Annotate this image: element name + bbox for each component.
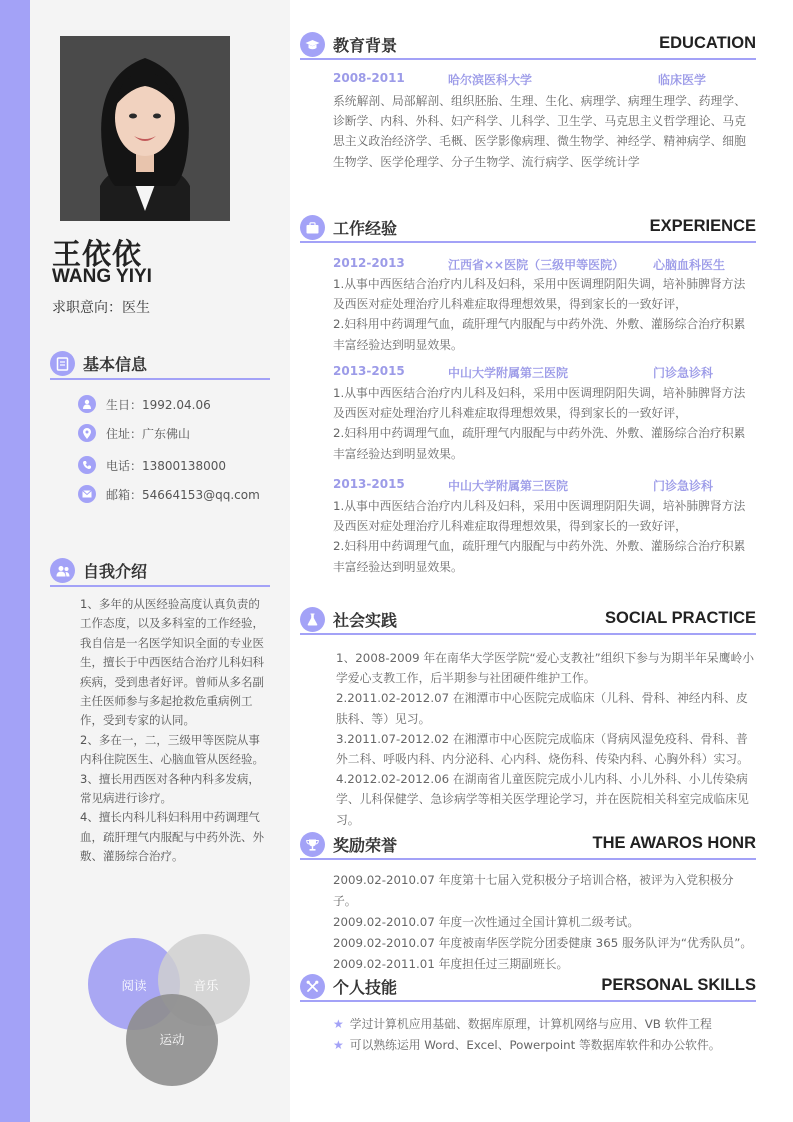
job-dept: 门诊急诊科 <box>653 479 714 493</box>
courses-text: 系统解剖、局部解剖、组织胚胎、生理、生化、病理学、病理生理学、药理学、诊断学、内科、外科、妇产科学、儿科学、卫生学、马克思主义哲学理论、马克思主义政治经济学、毛概、医学影像病理、微生物学、神经学、精神病学、细胞生物学、医学伦理学、分子生物学、流行病学、医学统计学 <box>333 94 746 169</box>
self-intro-paragraph: 1、多年的从医经验高度认真负责的工作态度，以及多科室的工作经验，我自信是一名医学知识全面的专业医生，擅长于中西医结合治疗儿科妇科疾病，受到患者好评。曾师从多名副主任医师参与多起抢救危重病例工作，受到专家的认同。 <box>80 597 264 728</box>
social-header <box>300 607 756 635</box>
address-text: 住址：广东佛山 <box>106 426 191 441</box>
job-line: 2.妇科用中药调理气血，疏肝理气内服配与中药外洗、外敷、灌肠综合治疗积累丰富经验达到明显效果。 <box>333 539 746 574</box>
name-english: WANG YIYI <box>52 266 152 287</box>
tools-icon <box>300 974 325 999</box>
self-intro-paragraph: 2、多在一，二，三级甲等医院从事内科住院医生、心脑血管从医经验。 <box>80 732 264 767</box>
job-dept: 心脑血科医生 <box>653 258 726 272</box>
social-item: 2.2011.02-2012.07 在湘潭市中心医院完成临床（儿科、骨科、神经内科、皮肤科、等）见习。 <box>336 691 748 726</box>
hobbies-venn-diagram <box>88 932 258 1092</box>
award-item: 2009.02-2010.07 年度第十七届入党积极分子培训合格，被评为入党积极分子。 <box>333 873 734 908</box>
phone-icon <box>78 456 96 474</box>
awards-body <box>333 870 753 975</box>
awards-header <box>300 832 756 860</box>
email-text: 邮箱：54664153@qq.com <box>106 487 260 502</box>
phone-text: 电话：13800138000 <box>106 458 226 473</box>
job-period: 2013-2015 <box>333 364 405 378</box>
skills-title-en: PERSONAL SKILLS <box>601 976 756 994</box>
person-icon <box>78 395 96 413</box>
award-item: 2009.02-2010.07 年度被南华医学院分团委健康 365 服务队评为“优秀队员”。 <box>333 936 753 950</box>
social-body <box>336 648 756 830</box>
info-phone <box>78 455 226 475</box>
social-item: 1、2008-2009 年在南华大学医学院“爱心支教社”组织下参与为期半年呆鹰岭小学爱心支教工作，后半期参与社团硬件维护工作。 <box>336 651 755 686</box>
birthday-text: 生日：1992.04.06 <box>106 397 211 412</box>
job-org: 中山大学附属第三医院 <box>448 366 569 380</box>
graduation-cap-icon <box>300 32 325 57</box>
self-intro-title: 自我介绍 <box>83 562 148 581</box>
portrait-illustration <box>60 36 230 221</box>
education-period: 2008-2011 <box>333 71 405 85</box>
job-line: 2.妇科用中药调理气血，疏肝理气内服配与中药外洗、外敷、灌肠综合治疗积累丰富经验达到明显效果。 <box>333 317 746 352</box>
skill-text: 可以熟练运用 Word、Excel、Powerpoint 等数据库软件和办公软件。 <box>349 1038 721 1052</box>
social-item: 3.2011.07-2012.02 在湘潭市中心医院完成临床（肾病风湿免疫科、骨科、普外二科、呼吸内科、内分泌科、心内科、烧伤科、传染内科、心胸外科）实习。 <box>336 731 749 767</box>
self-intro-paragraph: 3、擅长用西医对各种内科多发病，常见病进行诊疗。 <box>80 771 260 806</box>
document-icon <box>50 351 75 376</box>
award-item: 2009.02-2011.01 年度担任过三期副班长。 <box>333 957 569 971</box>
info-birthday <box>78 394 211 414</box>
job-2-body <box>333 383 753 464</box>
basic-info-header <box>50 350 270 380</box>
job-period: 2012-2013 <box>333 256 405 270</box>
people-icon <box>50 558 75 583</box>
education-header <box>300 32 756 60</box>
skill-item <box>333 1036 721 1053</box>
skill-text: 学过计算机应用基础、数据库原理，计算机网络与应用、VB 软件工程 <box>349 1017 712 1031</box>
job-dept: 门诊急诊科 <box>653 366 714 380</box>
star-icon: ★ <box>333 1037 344 1052</box>
awards-title-en: THE AWAROS HONR <box>592 834 756 852</box>
job-line: 2.妇科用中药调理气血，疏肝理气内服配与中药外洗、外敷、灌肠综合治疗积累丰富经验达到明显效果。 <box>333 426 746 461</box>
self-intro-body <box>80 595 270 867</box>
job-period: 2013-2015 <box>333 477 405 491</box>
job-line: 1.从事中西医结合治疗内儿科及妇科，采用中医调理阴阳失调，培补肺脾肾方法及西医对症处理治疗儿科难症取得理想效果，得到家长的一致好评， <box>333 386 746 421</box>
job-1-body <box>333 274 753 355</box>
accent-stripe <box>0 0 30 1122</box>
skills-header <box>300 974 756 1002</box>
experience-header <box>300 215 756 243</box>
education-major: 临床医学 <box>658 73 707 87</box>
job-org: 中山大学附属第三医院 <box>448 479 569 493</box>
education-title-en: EDUCATION <box>659 34 756 52</box>
experience-title-en: EXPERIENCE <box>649 217 756 235</box>
experience-title: 工作经验 <box>333 219 398 238</box>
briefcase-icon <box>300 215 325 240</box>
profile-photo <box>60 36 230 221</box>
awards-title: 奖励荣誉 <box>333 836 398 855</box>
flask-icon <box>300 607 325 632</box>
education-title: 教育背景 <box>333 36 398 55</box>
self-intro-header <box>50 557 270 587</box>
info-email <box>78 484 260 504</box>
star-icon: ★ <box>333 1016 344 1031</box>
job-line: 1.从事中西医结合治疗内儿科及妇科，采用中医调理阴阳失调，培补肺脾肾方法及西医对症处理治疗儿科难症取得理想效果，得到家长的一致好评， <box>333 499 746 534</box>
info-address <box>78 423 190 443</box>
hobby-label-read: 阅读 <box>121 978 147 993</box>
name-chinese: 王依依 <box>52 237 143 271</box>
self-intro-paragraph: 4、擅长内科儿科妇科用中药调理气血，疏肝理气内服配与中药外洗、外敷、灌肠综合治疗。 <box>80 810 264 864</box>
trophy-icon <box>300 832 325 857</box>
mail-icon <box>78 485 96 503</box>
job-line: 1.从事中西医结合治疗内儿科及妇科，采用中医调理阴阳失调，培补肺脾肾方法及西医对症处理治疗儿科难症取得理想效果，得到家长的一致好评， <box>333 277 746 312</box>
basic-info-title: 基本信息 <box>83 355 148 374</box>
hobby-label-sport: 运动 <box>159 1032 185 1047</box>
skill-item <box>333 1015 712 1032</box>
award-item: 2009.02-2010.07 年度一次性通过全国计算机二级考试。 <box>333 915 640 929</box>
social-item: 4.2012.02-2012.06 在湖南省儿童医院完成小儿内科、小儿外科、小儿传染病学、儿科保健学、急诊病学等相关医学理论学习，并在医院相关科室完成临床见习。 <box>336 772 749 827</box>
social-title: 社会实践 <box>333 611 398 630</box>
hobby-label-music: 音乐 <box>193 978 219 993</box>
job-org: 江西省××医院（三级甲等医院） <box>448 258 625 272</box>
skills-title: 个人技能 <box>333 978 398 997</box>
education-school: 哈尔滨医科大学 <box>448 73 533 87</box>
education-courses <box>333 91 753 172</box>
social-title-en: SOCIAL PRACTICE <box>605 609 756 627</box>
job-intent: 求职意向：医生 <box>52 300 150 316</box>
location-icon <box>78 424 96 442</box>
job-3-body <box>333 496 753 577</box>
